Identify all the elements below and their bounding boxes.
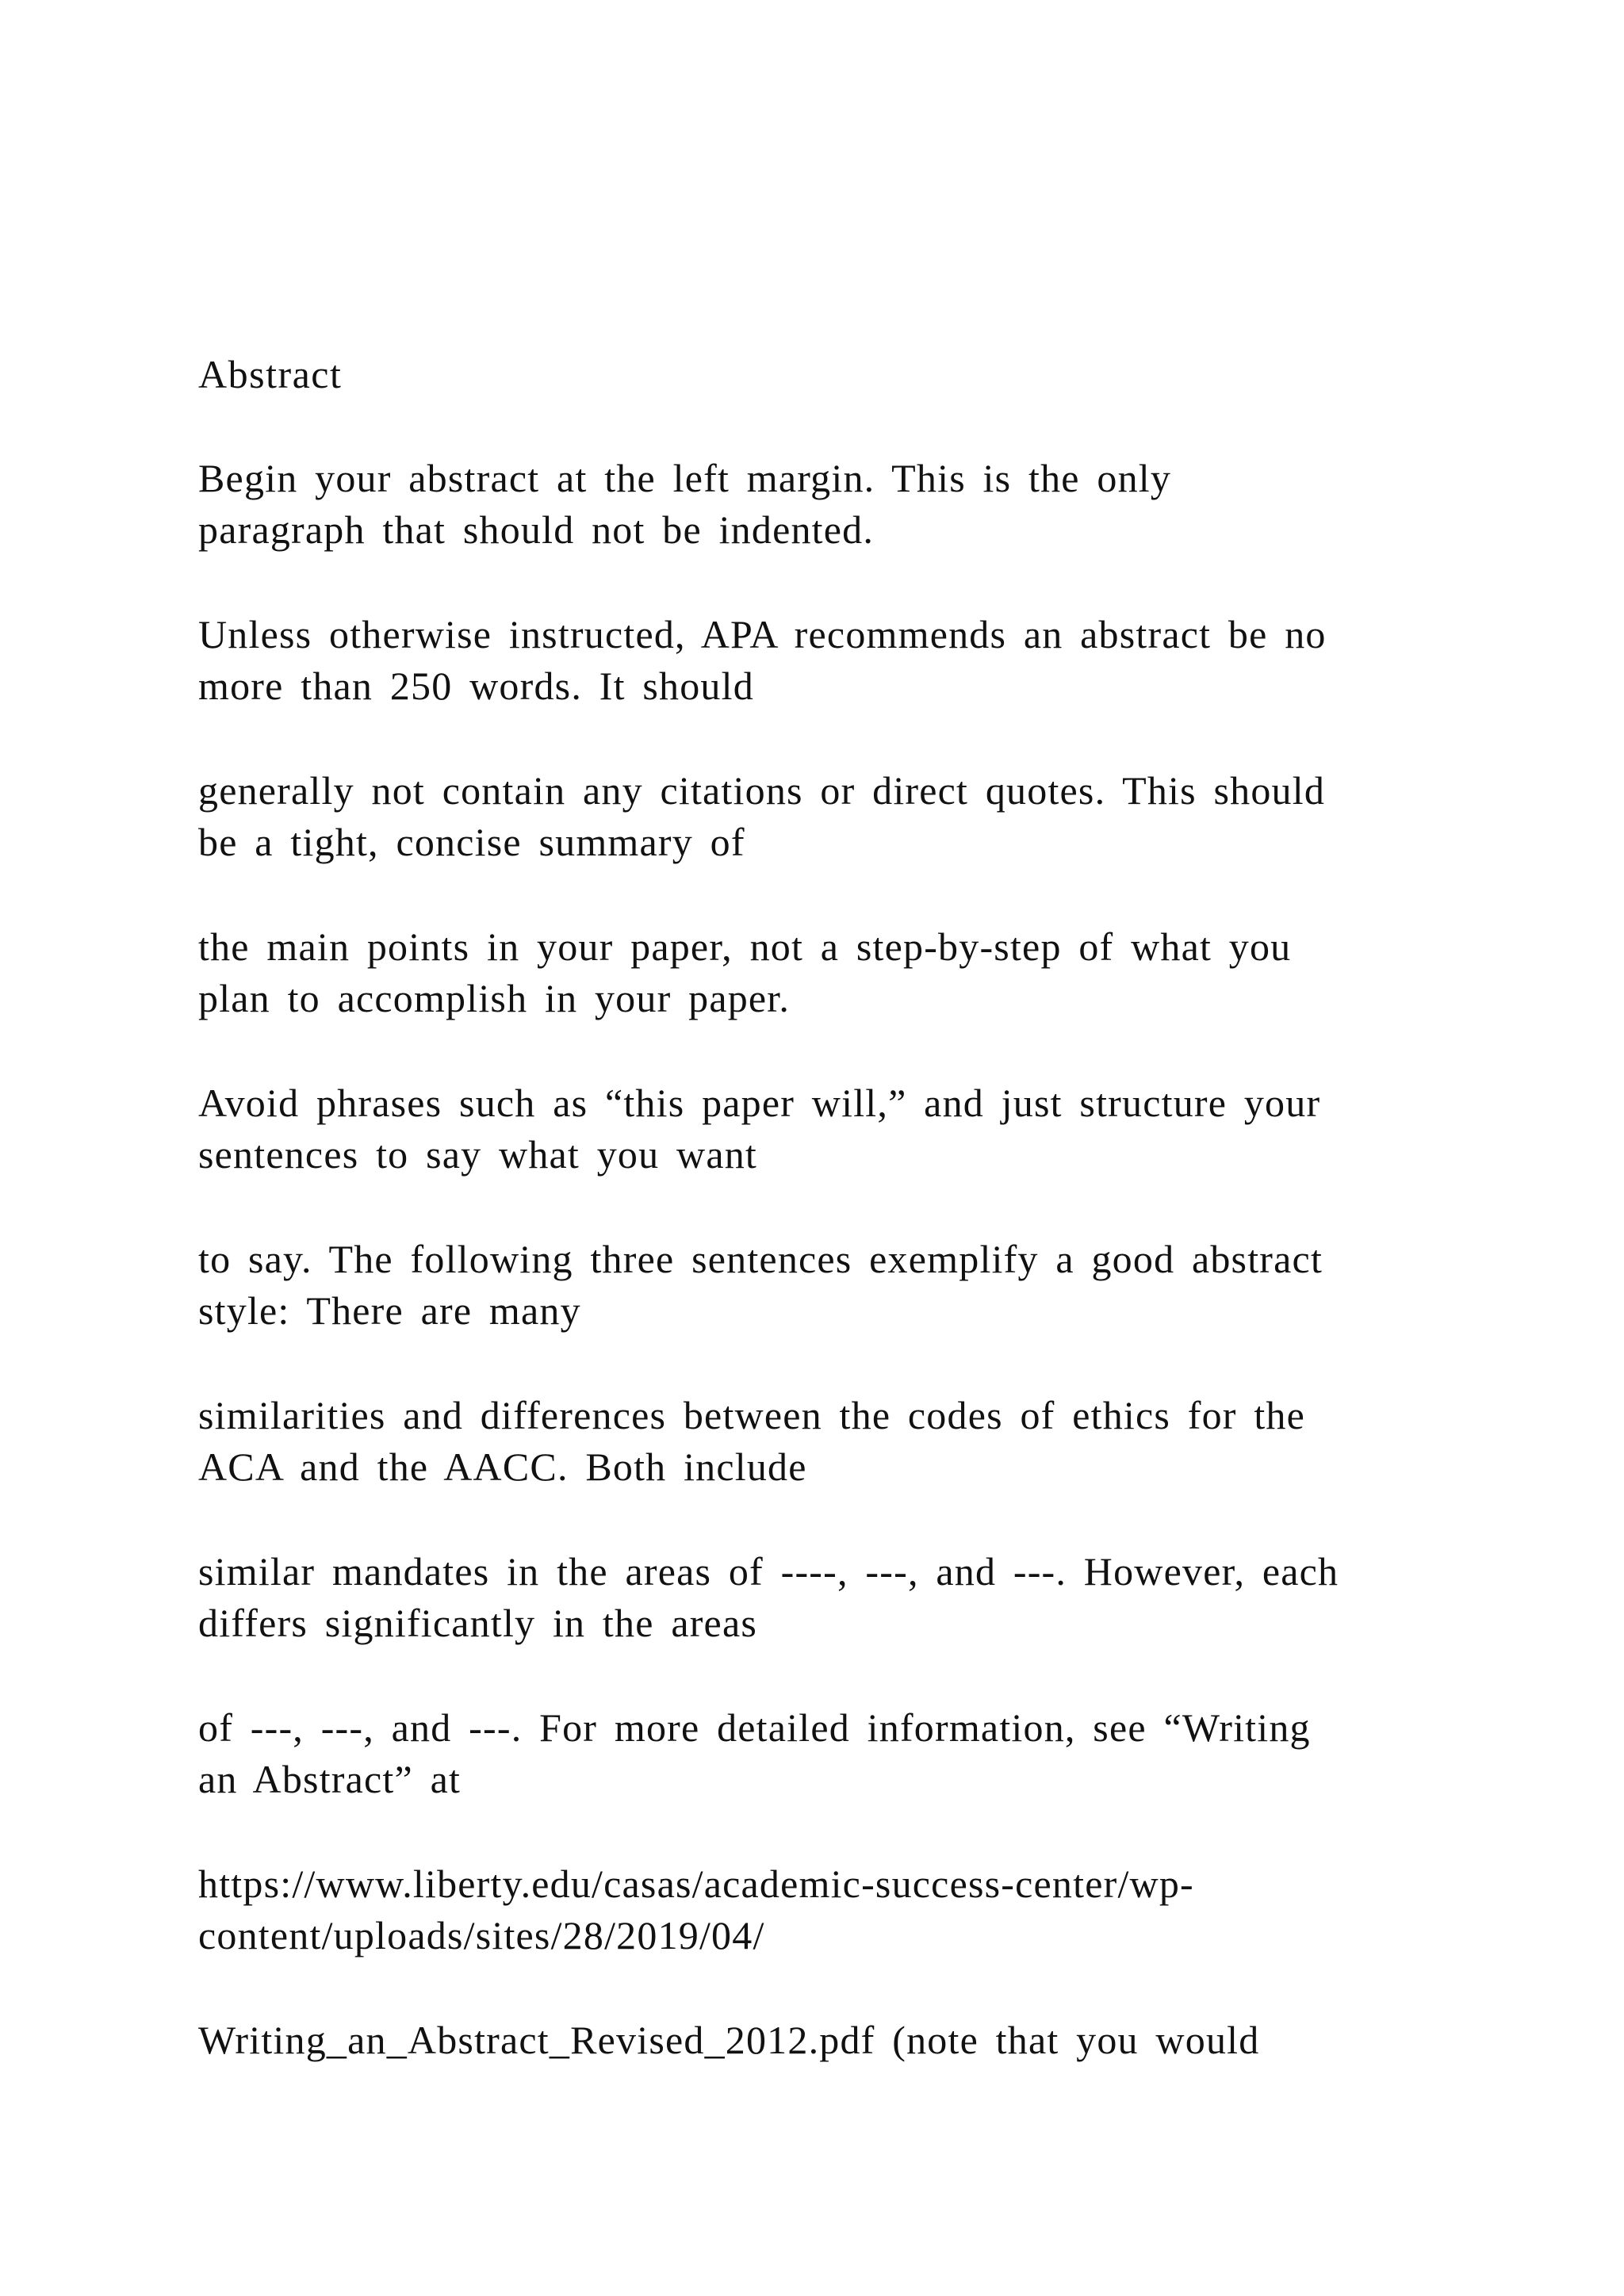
paragraph (198, 1702, 1435, 1805)
paragraph-line: more than 250 words. It should (198, 664, 754, 708)
paragraph-line: differs significantly in the areas (198, 1601, 758, 1645)
paragraph (198, 453, 1435, 556)
paragraph-line: similarities and differences between the codes of ethics for the (198, 1393, 1306, 1437)
paragraph (198, 609, 1435, 712)
paragraph (198, 921, 1435, 1024)
paragraph-line: sentences to say what you want (198, 1132, 758, 1177)
paragraph-line: the main points in your paper, not a step-by-step of what you (198, 924, 1292, 969)
paragraph-line: paragraph that should not be indented. (198, 507, 875, 552)
abstract-heading: Abstract (198, 352, 343, 396)
url-paragraph (198, 1858, 1435, 1961)
paragraph-line: an Abstract” at (198, 1757, 462, 1801)
paragraph-line: to say. The following three sentences exemplify a good abstract (198, 1237, 1323, 1281)
paragraph (198, 765, 1435, 868)
paragraph-line: similar mandates in the areas of ----, ---, and ---. However, each (198, 1549, 1339, 1594)
paragraph (198, 1077, 1435, 1181)
paragraph-line: of ---, ---, and ---. For more detailed information, see “Writing (198, 1705, 1311, 1750)
paragraph (198, 1234, 1435, 1337)
page-content (198, 349, 1435, 2119)
paragraph-line: plan to accomplish in your paper. (198, 976, 791, 1020)
paragraph (198, 1390, 1435, 1493)
paragraph-line: ACA and the AACC. Both include (198, 1445, 807, 1489)
url-line: content/uploads/sites/28/2019/04/ (198, 1913, 765, 1957)
paragraph-line: Avoid phrases such as “this paper will,” and just structure your (198, 1081, 1321, 1125)
paragraph-line: Begin your abstract at the left margin. This is the only (198, 456, 1172, 500)
paragraph-line: be a tight, concise summary of (198, 820, 745, 864)
paragraph-line: generally not contain any citations or direct quotes. This should (198, 768, 1326, 813)
paragraph-line: Unless otherwise instructed, APA recommends an abstract be no (198, 612, 1327, 656)
paragraph (198, 2015, 1435, 2066)
paragraph (198, 1546, 1435, 1649)
url-line: https://www.liberty.edu/casas/academic-success-center/wp- (198, 1862, 1194, 1906)
paragraph-line: style: There are many (198, 1288, 581, 1333)
paragraph-line: Writing_an_Abstract_Revised_2012.pdf (note that you would (198, 2018, 1260, 2062)
